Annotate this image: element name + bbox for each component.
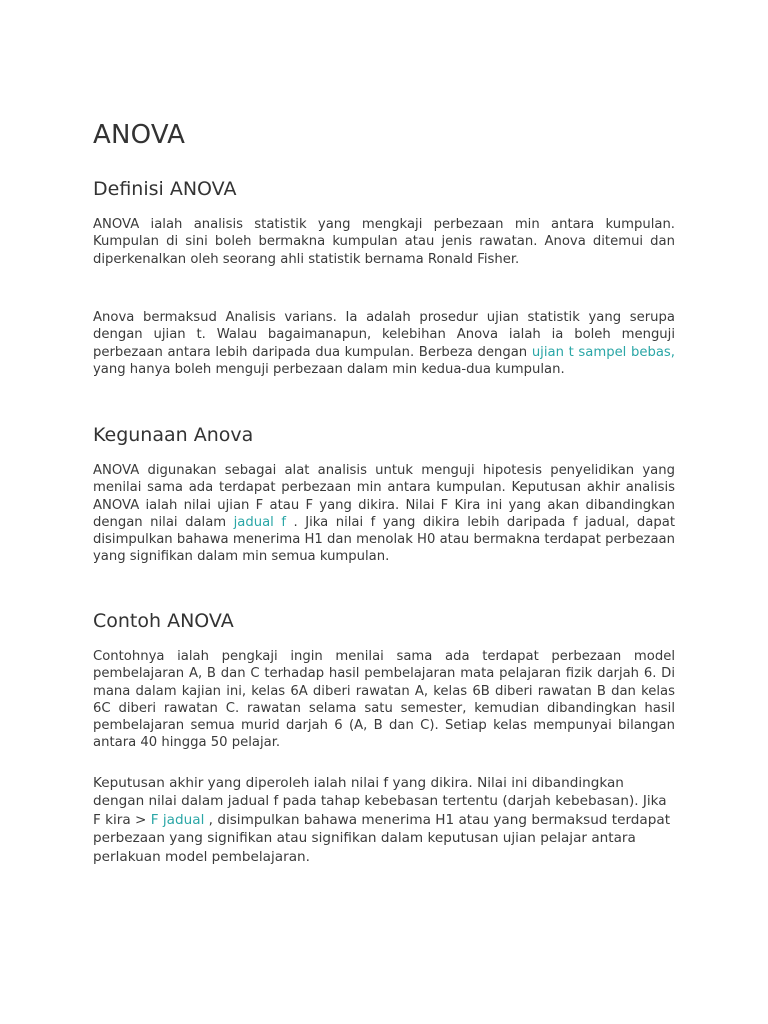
paragraph-contoh-2 [93,774,673,866]
paragraph-text: , disimpulkan bahawa menerima H1 atau yang bermaksud terdapat perbezaan yang signifikan atau signifikan dalam keputusan ujian pelajar antara perlakuan model pembelajaran. [93,811,671,865]
section-heading-kegunaan: Kegunaan Anova [93,424,254,446]
section-heading-definisi: Definisi ANOVA [93,178,237,200]
paragraph-text: Anova bermaksud Analisis varians. Ia adalah prosedur ujian statistik yang serupa dengan ujian t. Walau bagaimanapun, kelebihan Anova ialah ia boleh menguji perbezaan antara lebih daripada dua kumpulan. Berbeza dengan [93,310,675,360]
link-f-jadual[interactable]: F jadual [150,811,205,828]
page-title: ANOVA [93,120,186,150]
link-ujian-t-sampel-bebas[interactable]: ujian t sampel bebas, [531,344,675,360]
paragraph-definisi-1: ANOVA ialah analisis statistik yang mengkaji perbezaan min antara kumpulan. Kumpulan di sini boleh bermakna kumpulan atau jenis rawatan. Anova ditemui dan diperkenalkan oleh seorang ahli statistik bernama Ronald Fisher. [93,217,675,267]
paragraph-text: ANOVA digunakan sebagai alat analisis untuk menguji hipotesis penyelidikan yang menilai sama ada terdapat perbezaan min antara kumpulan. Keputusan akhir analisis ANOVA ialah nilai ujian F atau F yang dikira. Nilai F Kira ini yang akan dibandingkan dengan nilai dalam [93,463,675,530]
paragraph-definisi-2 [93,309,675,378]
paragraph-text: yang hanya boleh menguji perbezaan dalam min kedua-dua kumpulan. [93,361,565,377]
paragraph-kegunaan-1 [93,462,675,566]
paragraph-text: . Jika nilai f yang dikira lebih daripada f jadual, dapat disimpulkan bahawa menerima H1 dan menolak H0 atau bermakna terdapat perbezaan yang signifikan dalam min semua kumpulan. [93,514,675,565]
paragraph-text: Keputusan akhir yang diperoleh ialah nilai f yang dikira. Nilai ini dibandingkan dengan nilai dalam jadual f pada tahap kebebasan tertentu (darjah kebebasan). Jika F kira > [93,775,667,828]
paragraph-contoh-1: Contohnya ialah pengkaji ingin menilai sama ada terdapat perbezaan model pembelajaran A, B dan C terhadap hasil pembelajaran mata pelajaran fizik darjah 6. Di mana dalam kajian ini, kelas 6A diberi rawatan A, kelas 6B diberi rawatan B dan kelas 6C diberi rawatan C. rawatan selama satu semester, kemudian dibandingkan hasil pembelajaran semua murid darjah 6 (A, B dan C). Setiap kelas mempunyai bilangan antara 40 hingga 50 pelajar. [93,649,675,751]
link-jadual-f[interactable]: jadual f [233,514,286,530]
section-heading-contoh: Contoh ANOVA [93,610,234,632]
